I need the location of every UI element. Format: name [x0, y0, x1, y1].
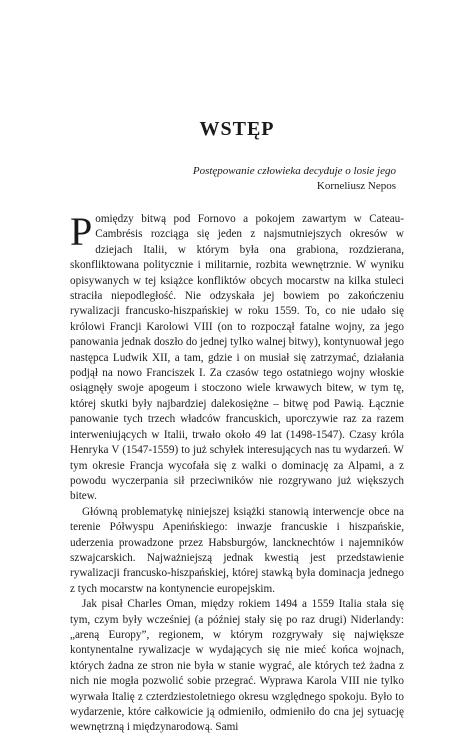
paragraph-3: Jak pisał Charles Oman, między rokiem 1494 a 1559 Italia stała się tym, czym były wcześniej (a później stały się po raz drugi) Niderlandy: „areną Europy”, regionem, w którym rozgrywały się największe kontynentalne rywalizacje w wydających się nie mieć końca wojnach, których żadna ze stron nie była w stanie wygrać, ale których też żadna z nich nie mogła pozwolić sobie przegrać. Wyprawa Karola VIII nie tylko wyrwała Italię z czterdziestoletniego okresu względnego spokoju. Było to wydarzenie, które całkowicie ją odmieniło, odmieniło do cna jej sytuację wewnętrzną i międzynarodową. Sami [70, 598, 404, 734]
epigraph [150, 164, 396, 194]
paragraph-1 [70, 209, 404, 505]
epigraph-author: Korneliusz Nepos [316, 180, 396, 192]
drop-cap: P [70, 209, 93, 254]
paragraph-2: Główną problematykę niniejszej książki stanowią interwencje obce na terenie Półwyspu Apenińskiego: inwazje francuskie i hiszpańskie, uderzenia prowadzone przez Habsburgów, lancknechtów i najemników szwajcarskich. Najważniejszą jednak kwestią jest przedstawienie rywalizacji francusko-hiszpańskiej, której stawką była dominacja jednego z tych mocarstw na kontynencie europejskim. [70, 505, 404, 595]
epigraph-quote: Postępowanie człowieka decyduje o losie jego [192, 165, 396, 177]
paragraph-1-text: omiędzy bitwą pod Fornovo a pokojem zawartym w Cateau-Cambrésis rozciąga się jeden z najsmutniejszych okresów w dziejach Italii, w którym była ona grabiona, rozdzierana, skonfliktowana politycznie i militarnie, rozbita wewnętrznie. W wyniku opisywanych w tej książce konfliktów obcych mocarstw na kilka stuleci straciła niepodległość. Nie odzyskała jej bowiem po zakończeniu rywalizacji francusko-hiszpańskiej w roku 1559. To, co nie udało się królowi Francji Karolowi VIII (on to rozpoczął fatalne wojny, za jego panowania jednak doszło do jednej tylko walnej bitwy), kontynuował jego następca Ludwik XII, a tam, gdzie i on musiał się zatrzymać, działania podjął na nowo Franciszek I. Za czasów tego ostatniego wojny włoskie osiągnęły swoje apogeum i stoczono wiele krwawych bitew, w tym tę, której skutki były najbardziej dalekosiężne – bitwę pod Pawią. Łącznie panowanie tych trzech władców francuskich, uporczywie raz za razem interweniujących w Italii, trwało około 49 lat (1498-1547). Czasy króla Henryka V (1547-1559) to już schyłek interesujących nas tu wydarzeń. W tym okresie Francja wycofała się z walki o dominację za Alpami, a z powodu wyczerpania sił przeciwników nie rozgrywano już większych bitew. [70, 213, 404, 503]
chapter-body [70, 209, 404, 736]
chapter-title: WSTĘP [199, 118, 275, 140]
